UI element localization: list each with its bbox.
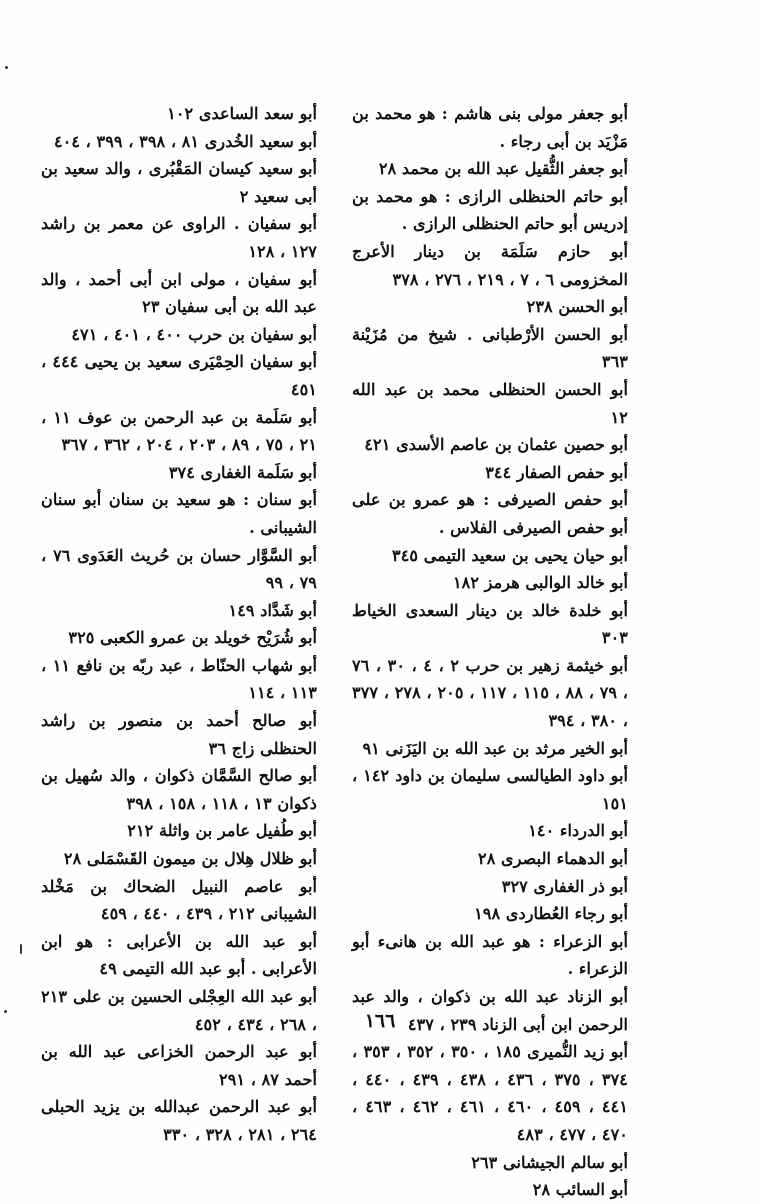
- index-entry: أبو حيان يحيى بن سعيد التيمى ٣٤٥: [392, 545, 628, 565]
- scan-speck: [5, 66, 8, 69]
- index-entry: أبو سفيان ، مولى ابن أبى أحمد ، والد عبد الله بن أبى سفيان ٢٣: [41, 269, 317, 317]
- index-entry: أبو داود الطيالسى سليمان بن داود ١٤٢ ، ١٥١: [352, 766, 628, 813]
- index-entry: أبو سفيان الحِمْيَرى سعيد بن يحيى ٤٤٤ ، ٤٥١: [41, 352, 317, 399]
- index-entry: أبو سنان : هو سعيد بن سنان أبو سنان الشيبانى .: [41, 490, 317, 537]
- index-entry: أبو حازم سَلَمَة بن دينار الأعرج المخزومى ٦ ، ٧ ، ٢١٩ ، ٢٧٦ ، ٣٧٨: [352, 241, 628, 289]
- index-entry: أبو عبد الرحمن الخزاعى عبد الله بن أحمد ٨٧ ، ٢٩١: [41, 1042, 317, 1089]
- index-entry: أبو سَلَمة الغفارى ٣٧٤: [168, 462, 317, 482]
- index-entry: أبو الزعراء : هو عبد الله بن هانىء أبو الزعراء .: [352, 931, 628, 979]
- index-entry: أبو خيثمة زهير بن حرب ٢ ، ٤ ، ٣٠ ، ٧٦ ، ٧٩ ، ٨٨ ، ١١٥ ، ١١٧ ، ٢٠٥ ، ٢٧٨ ، ٣٧٧ ، ٣٨٠ ، ٣٩٤: [352, 655, 629, 731]
- index-entry: أبو السائب ٢٨: [532, 1180, 628, 1200]
- index-entry: أبو الدهماء البصرى ٢٨: [478, 849, 628, 869]
- index-column-left: [41, 100, 317, 1149]
- index-entry: أبو صالح أحمد بن منصور بن راشد الحنظلى زاج ٣٦: [41, 711, 317, 758]
- scan-speck: [4, 1010, 7, 1013]
- index-entry: أبو سعيد الخُدرى ٨١ ، ٣٩٨ ، ٣٩٩ ، ٤٠٤: [53, 131, 317, 151]
- index-entry: أبو حاتم الحنظلى الرازى : هو محمد بن إدريس أبو حاتم الحنظلى الرازى .: [352, 186, 628, 234]
- index-entry: أبو حفص الصيرفى : هو عمرو بن على أبو حفص الصيرفى الفلاس .: [352, 490, 628, 537]
- index-entry: أبو عبد الرحمن عبدالله بن يزيد الحبلى ٢٦٤ ، ٢٨١ ، ٣٢٨ ، ٣٣٠: [41, 1097, 317, 1144]
- index-entry: أبو جعفر مولى بنى هاشم : هو محمد بن مَزْيَد بن أبى رجاء .: [352, 104, 628, 151]
- index-entry: أبو عبد الله العِجْلى الحسين بن على ٢١٣ ، ٢٦٨ ، ٤٣٤ ، ٤٥٢: [41, 987, 317, 1034]
- index-entry: أبو طُفيل عامر بن واثلة ٢١٢: [127, 821, 317, 841]
- index-entry: أبو خالد الوالبى هرمز ١٨٢: [452, 573, 628, 593]
- index-entry: أبو سفيان . الراوى عن معمر بن راشد ١٢٧ ، ١٢٨: [41, 214, 317, 261]
- scan-speck: [20, 944, 22, 954]
- index-entry: أبو ظلال هِلال بن ميمون القَسْمَلى ٢٨: [63, 849, 317, 869]
- index-entry: أبو حفص الصفار ٣٤٤: [485, 462, 628, 482]
- index-entry: أبو رجاء العُطاردى ١٩٨: [474, 904, 628, 924]
- index-entry: أبو عبد الله بن الأعرابى : هو ابن الأعرابى . أبو عبد الله التيمى ٤٩: [41, 931, 317, 979]
- index-entry: أبو حصين عثمان بن عاصم الأسدى ٤٢١: [364, 435, 628, 455]
- index-entry: أبو الحسن الأرْطبانى . شيخ من مُزَيْنة ٣٦٣: [352, 324, 628, 372]
- index-entry: أبو سعد الساعدى ١٠٢: [167, 104, 317, 123]
- index-entry: أبو سعيد كيسان المَقْبُرى ، والد سعيد بن أبى سعيد ٢: [41, 159, 317, 206]
- index-entry: أبو شهاب الحنّاط ، عبد ربّه بن نافع ١١ ، ١١٣ ، ١١٤: [41, 655, 317, 703]
- index-entry: أبو سالم الجيشانى ٢٦٣: [471, 1152, 628, 1172]
- index-entry: أبو الخير مرثد بن عبد الله بن اليَزَنى ٩١: [362, 738, 628, 758]
- index-entry: أبو الحسن ٢٣٨: [526, 297, 628, 317]
- index-entry: أبو خلدة خالد بن دينار السعدى الخياط ٣٠٣: [352, 600, 628, 648]
- index-entry: أبو عاصم النبيل الضحاك بن مَخْلد الشيبانى ٢١٢ ، ٤٣٩ ، ٤٤٠ ، ٤٥٩: [41, 876, 317, 924]
- index-entry: أبو صالح السَّمَّان ذكوان ، والد سُهيل بن ذكوان ١٣ ، ١١٨ ، ١٥٨ ، ٣٩٨: [41, 766, 317, 813]
- index-entry: أبو السَّوَّار حسان بن حُريث العَدَوى ٧٦ ، ٧٩ ، ٩٩: [41, 545, 317, 593]
- index-entry: أبو ذر الغفارى ٣٢٧: [501, 876, 628, 896]
- index-entry: أبو الزناد عبد الله بن ذكوان ، والد عبد الرحمن ابن أبى الزناد ٢٣٩ ، ٤٣٧: [352, 987, 628, 1034]
- index-entry: أبو الحسن الحنظلى محمد بن عبد الله ١٢: [352, 379, 628, 427]
- index-entry: أبو شَدَّاد ١٤٩: [228, 600, 317, 620]
- index-entry: أبو شُرَيْح خويلد بن عمرو الكعبى ٣٢٥: [68, 628, 317, 648]
- index-entry: أبو سفيان بن حرب ٤٠٠ ، ٤٠١ ، ٤٧١: [71, 324, 317, 344]
- index-column-right: [352, 100, 628, 1204]
- page-number: ١٦٦: [364, 1010, 396, 1032]
- index-entry: أبو الدرداء ١٤٠: [528, 821, 628, 841]
- index-entry: أبو سَلَمة بن عبد الرحمن بن عوف ١١ ، ٢١ ، ٧٥ ، ٨٩ ، ٢٠٣ ، ٢٠٤ ، ٣٦٢ ، ٣٦٧: [41, 407, 317, 455]
- index-entry: أبو زيد النُّميرى ١٨٥ ، ٣٥٠ ، ٣٥٢ ، ٣٥٣ ، ٣٧٤ ، ٣٧٥ ، ٤٣٦ ، ٤٣٨ ، ٤٣٩ ، ٤٤٠ ، ٤٤١ ، ٤٥٩ ، ٤٦٠ ، ٤٦١ ، ٤٦٢ ، ٤٦٣ ، ٤٧٠ ، ٤٧٧ ، ٤٨٣: [352, 1042, 628, 1144]
- index-entry: أبو جعفر الثُّقيل عبد الله بن محمد ٢٨: [378, 159, 628, 179]
